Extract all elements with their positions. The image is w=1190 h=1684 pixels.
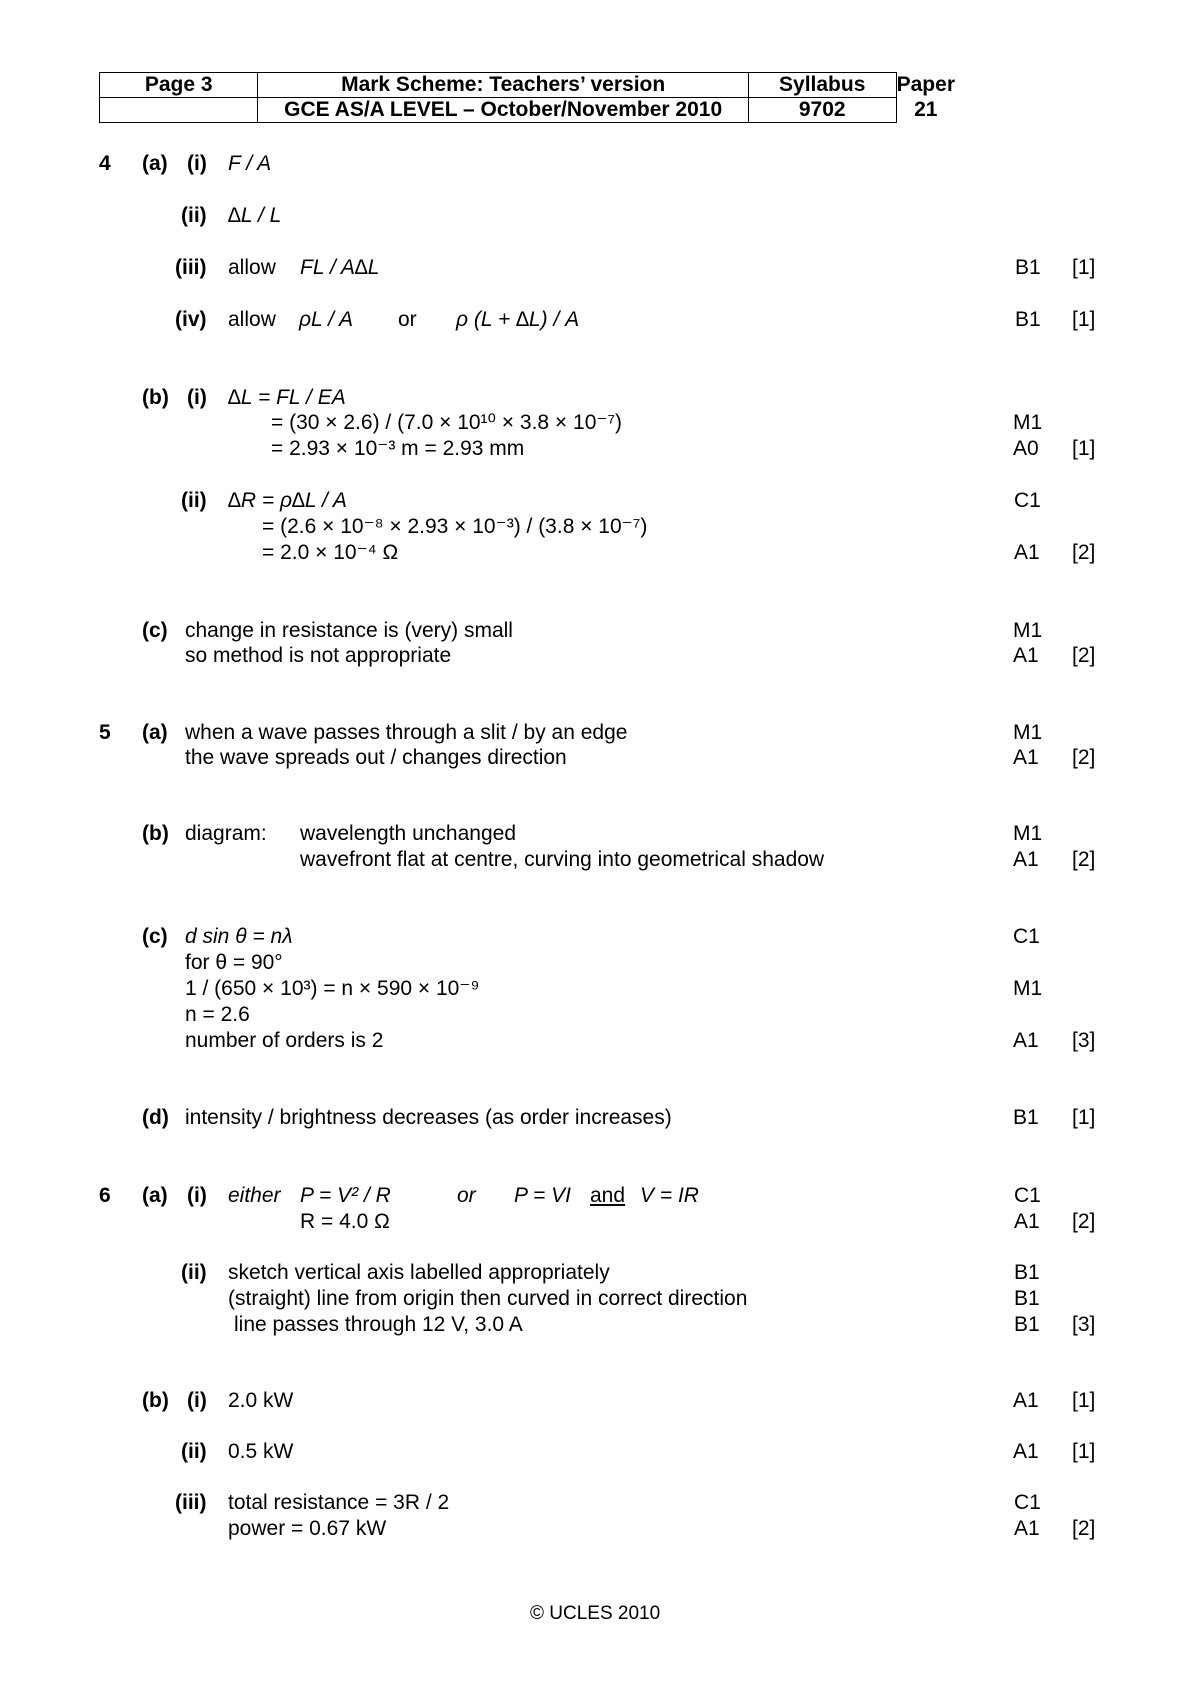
allow-text: allow	[228, 308, 276, 331]
mark-total: [1]	[1072, 1389, 1096, 1412]
mark-code: C1	[1014, 1184, 1041, 1207]
subpart-label: (ii)	[181, 204, 207, 227]
header-exam: GCE AS/A LEVEL – October/November 2010	[258, 98, 748, 123]
mark-code: B1	[1013, 1106, 1039, 1129]
answer-line: wavefront flat at centre, curving into geometrical shadow	[300, 848, 825, 871]
mark-total: [2]	[1072, 1210, 1096, 1233]
answer-text: 0.5 kW	[228, 1440, 294, 1463]
working-line: = (30 × 2.6) / (7.0 × 10¹⁰ × 3.8 × 10⁻⁷)	[271, 411, 623, 434]
mark-total: [2]	[1072, 746, 1096, 769]
subpart-label: (ii)	[181, 489, 207, 512]
answer-text: ρ (L + ∆L) / A	[456, 308, 580, 331]
mark-code: A1	[1014, 1517, 1040, 1540]
mark-total: [1]	[1072, 256, 1096, 279]
answer-line: so method is not appropriate	[185, 644, 452, 667]
answer-line: power = 0.67 kW	[228, 1517, 387, 1540]
mark-code: A1	[1013, 848, 1039, 871]
answer-line: total resistance = 3R / 2	[228, 1491, 450, 1514]
subpart-label: (ii)	[181, 1261, 207, 1284]
subpart-label: (i)	[187, 386, 207, 409]
answer-line: wavelength unchanged	[300, 822, 517, 845]
answer-line: sketch vertical axis labelled appropriately	[228, 1261, 610, 1284]
header-paper-number: 21	[896, 98, 955, 123]
mark-total: [1]	[1072, 437, 1096, 460]
question-number: 6	[99, 1184, 111, 1207]
working-line: 1 / (650 × 10³) = n × 590 × 10⁻⁹	[185, 977, 480, 1000]
subpart-label: (i)	[187, 1389, 207, 1412]
part-label: (c)	[142, 925, 168, 948]
header-title: Mark Scheme: Teachers’ version	[258, 73, 748, 98]
mark-code: A1	[1014, 541, 1040, 564]
mark-total: [2]	[1072, 848, 1096, 871]
or-text: or	[457, 1184, 476, 1207]
working-line: number of orders is 2	[185, 1029, 384, 1052]
header-syllabus-code: 9702	[748, 98, 896, 123]
answer-text: intensity / brightness decreases (as order increases)	[185, 1106, 672, 1129]
mark-code: M1	[1013, 721, 1043, 744]
mark-total: [2]	[1072, 644, 1096, 667]
answer-text: FL / A∆L	[300, 256, 380, 279]
subpart-label: (iii)	[175, 1491, 207, 1514]
answer-text: ρL / A	[299, 308, 354, 331]
part-label: (a)	[142, 152, 168, 175]
mark-code: A1	[1013, 1389, 1039, 1412]
part-label: (b)	[142, 1389, 169, 1412]
answer-line: line passes through 12 V, 3.0 A	[234, 1313, 523, 1336]
mark-total: [2]	[1072, 541, 1096, 564]
mark-total: [2]	[1072, 1517, 1096, 1540]
working-line: R = 4.0 Ω	[300, 1210, 390, 1233]
working-line: for θ = 90°	[185, 951, 283, 974]
mark-code: A1	[1013, 1029, 1039, 1052]
working-line: ∆R = ρ∆L / A	[228, 489, 347, 512]
answer-line: change in resistance is (very) small	[185, 619, 513, 642]
mark-code: A1	[1014, 1210, 1040, 1233]
mark-code: B1	[1015, 308, 1041, 331]
mark-total: [3]	[1072, 1313, 1096, 1336]
subpart-label: (ii)	[181, 1440, 207, 1463]
header-page: Page 3	[100, 73, 258, 98]
diagram-label: diagram:	[185, 822, 267, 845]
working-line: = 2.93 × 10⁻³ m = 2.93 mm	[271, 437, 525, 460]
answer-line: the wave spreads out / changes direction	[185, 746, 567, 769]
allow-text: allow	[228, 256, 276, 279]
mark-total: [1]	[1072, 1440, 1096, 1463]
working-line: d sin θ = nλ	[185, 925, 293, 948]
working-line: ∆L = FL / EA	[228, 386, 346, 409]
working-line: = 2.0 × 10⁻⁴ Ω	[262, 541, 399, 564]
mark-code: C1	[1014, 489, 1041, 512]
part-label: (b)	[142, 386, 169, 409]
mark-code: B1	[1015, 256, 1041, 279]
mark-total: [3]	[1072, 1029, 1096, 1052]
mark-total: [1]	[1072, 1106, 1096, 1129]
part-label: (d)	[142, 1106, 169, 1129]
either-text: either	[228, 1184, 281, 1207]
mark-code: C1	[1013, 925, 1040, 948]
answer-text: 2.0 kW	[228, 1389, 294, 1412]
working-line: n = 2.6	[185, 1003, 250, 1026]
mark-code: M1	[1013, 619, 1043, 642]
answer-text: ∆L / L	[228, 204, 282, 227]
mark-code: A1	[1013, 644, 1039, 667]
mark-code: M1	[1013, 822, 1043, 845]
part-label: (b)	[142, 822, 169, 845]
part-label: (c)	[142, 619, 168, 642]
mark-code: B1	[1014, 1261, 1040, 1284]
mark-code: B1	[1014, 1313, 1040, 1336]
mark-code: M1	[1013, 411, 1043, 434]
mark-code: A1	[1013, 746, 1039, 769]
equation: V = IR	[640, 1184, 699, 1207]
subpart-label: (iv)	[175, 308, 207, 331]
header-table	[99, 72, 955, 123]
answer-text: F / A	[228, 152, 272, 175]
mark-total: [1]	[1072, 308, 1096, 331]
part-label: (a)	[142, 1184, 168, 1207]
header-empty	[100, 98, 258, 123]
part-label: (a)	[142, 721, 168, 744]
mark-code: A0	[1013, 437, 1039, 460]
mark-code: A1	[1013, 1440, 1039, 1463]
and-text: and	[590, 1184, 626, 1207]
subpart-label: (iii)	[175, 256, 207, 279]
copyright-footer: © UCLES 2010	[530, 1603, 661, 1624]
subpart-label: (i)	[187, 1184, 207, 1207]
header-paper-label: Paper	[896, 73, 955, 96]
mark-code: C1	[1014, 1491, 1041, 1514]
answer-line: (straight) line from origin then curved in correct direction	[228, 1287, 748, 1310]
question-number: 4	[99, 152, 111, 175]
header-syllabus-label: Syllabus	[748, 73, 896, 98]
equation: P = V² / R	[300, 1184, 391, 1207]
equation: P = VI	[514, 1184, 572, 1207]
or-text: or	[398, 308, 417, 331]
mark-code: B1	[1014, 1287, 1040, 1310]
question-number: 5	[99, 721, 111, 744]
mark-code: M1	[1013, 977, 1043, 1000]
working-line: = (2.6 × 10⁻⁸ × 2.93 × 10⁻³) / (3.8 × 10⁻⁷)	[262, 515, 648, 538]
subpart-label: (i)	[187, 152, 207, 175]
answer-line: when a wave passes through a slit / by an edge	[185, 721, 628, 744]
